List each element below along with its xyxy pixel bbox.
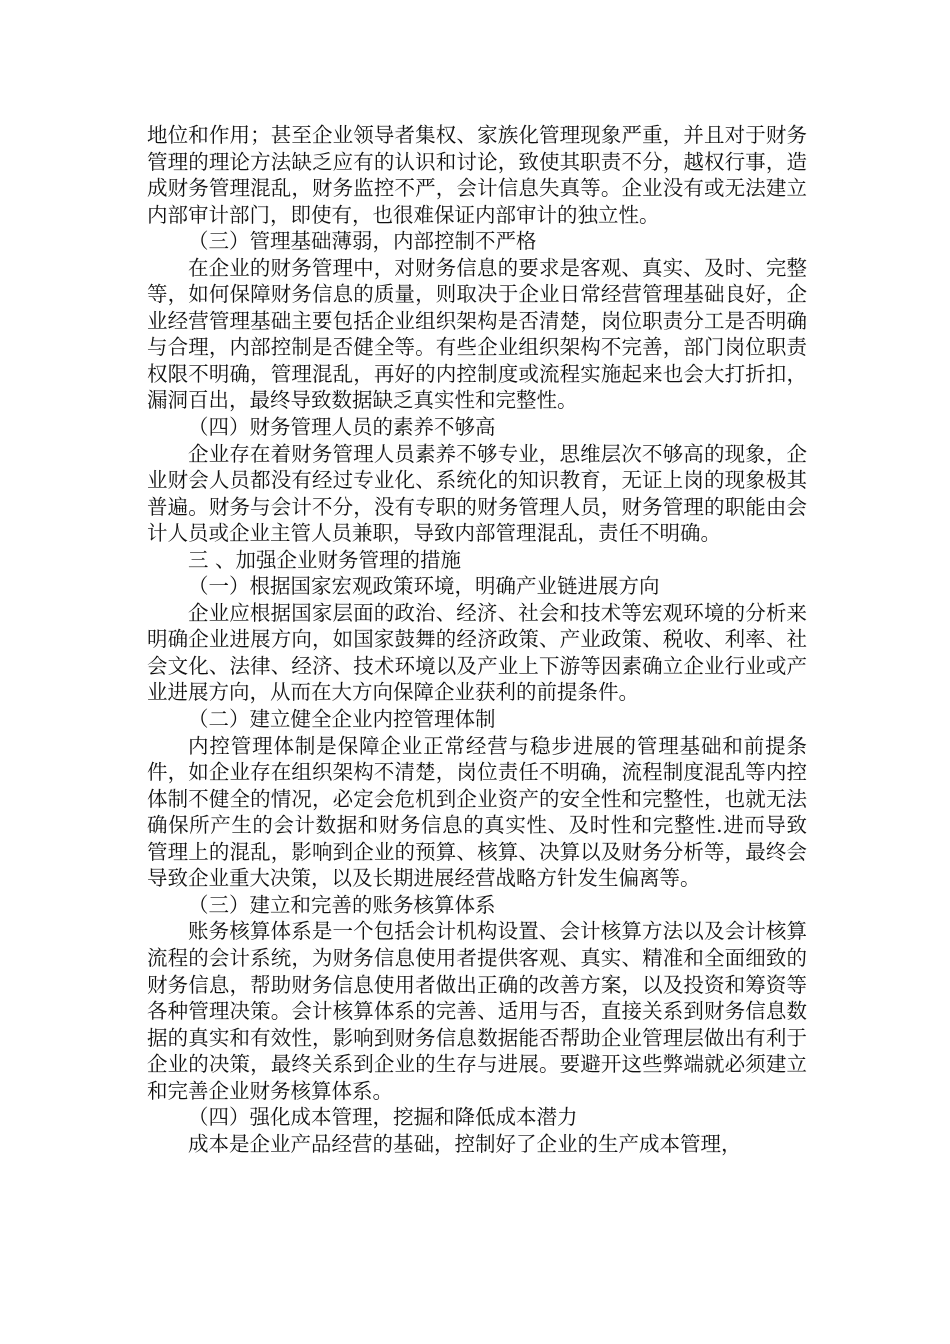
section-heading: （四）财务管理人员的素养不够高 — [188, 415, 496, 440]
section-heading: （二）建立健全企业内控管理体制 — [188, 707, 496, 732]
section-heading: （三）建立和完善的账务核算体系 — [188, 892, 496, 917]
body-paragraph: 企业应根据国家层面的政治、经济、社会和技术等宏观环境的分析来明确企业进展方向，如国家鼓舞的经济政策、产业政策、税收、利率、社会文化、法律、经济、技术环境以及产业上下游等因素确立企业行业或产业进展方向，从而在大方向保障企业获利的前提条件。 — [147, 600, 807, 705]
section-heading: （三）管理基础薄弱，内部控制不严格 — [188, 229, 537, 254]
body-paragraph: 账务核算体系是一个包括会计机构设置、会计核算方法以及会计核算流程的会计系统，为财务信息使用者提供客观、真实、精准和全面细致的财务信息，帮助财务信息使用者做出正确的改善方案，以及投资和筹资等各种管理决策。会计核算体系的完善、适用与否，直接关系到财务信息数据的真实和有效性，影响到财务信息数据能否帮助企业管理层做出有利于企业的决策，最终关系到企业的生存与进展。要避开这些弊端就必须建立和完善企业财务核算体系。 — [147, 919, 807, 1103]
body-paragraph: 在企业的财务管理中，对财务信息的要求是客观、真实、及时、完整等，如何保障财务信息的质量，则取决于企业日常经营管理基础良好，企业经营管理基础主要包括企业组织架构是否清楚，岗位职责分工是否明确与合理，内部控制是否健全等。有些企业组织架构不完善，部门岗位职责权限不明确，管理混乱，再好的内控制度或流程实施起来也会大打折扣，漏洞百出，最终导致数据缺乏真实性和完整性。 — [147, 255, 807, 413]
body-paragraph: 企业存在着财务管理人员素养不够专业，思维层次不够高的现象，企业财会人员都没有经过专业化、系统化的知识教育，无证上岗的现象极其普遍。财务与会计不分，没有专职的财务管理人员，财务管理的职能由会计人员或企业主管人员兼职，导致内部管理混乱，责任不明确。 — [147, 441, 807, 546]
document-body — [147, 122, 807, 1157]
section-heading: （一）根据国家宏观政策环境，明确产业链进展方向 — [188, 574, 660, 599]
chapter-heading: 三 、加强企业财务管理的措施 — [188, 547, 462, 572]
body-paragraph: 成本是企业产品经营的基础，控制好了企业的生产成本管理， — [188, 1131, 742, 1156]
body-paragraph: 内控管理体制是保障企业正常经营与稳步进展的管理基础和前提条件，如企业存在组织架构不清楚，岗位责任不明确，流程制度混乱等内控体制不健全的情况，必定会危机到企业资产的安全性和完整性，也就无法确保所产生的会计数据和财务信息的真实性、及时性和完整性.进而导致管理上的混乱，影响到企业的预算、核算、决算以及财务分析等，最终会导致企业重大决策，以及长期进展经营战略方针发生偏离等。 — [147, 733, 807, 891]
section-heading: （四）强化成本管理，挖掘和降低成本潜力 — [188, 1105, 578, 1130]
body-paragraph: 地位和作用；甚至企业领导者集权、家族化管理现象严重，并且对于财务管理的理论方法缺乏应有的认识和讨论，致使其职责不分，越权行事，造成财务管理混乱，财务监控不严，会计信息失真等。企业没有或无法建立内部审计部门，即使有，也很难保证内部审计的独立性。 — [147, 123, 807, 227]
